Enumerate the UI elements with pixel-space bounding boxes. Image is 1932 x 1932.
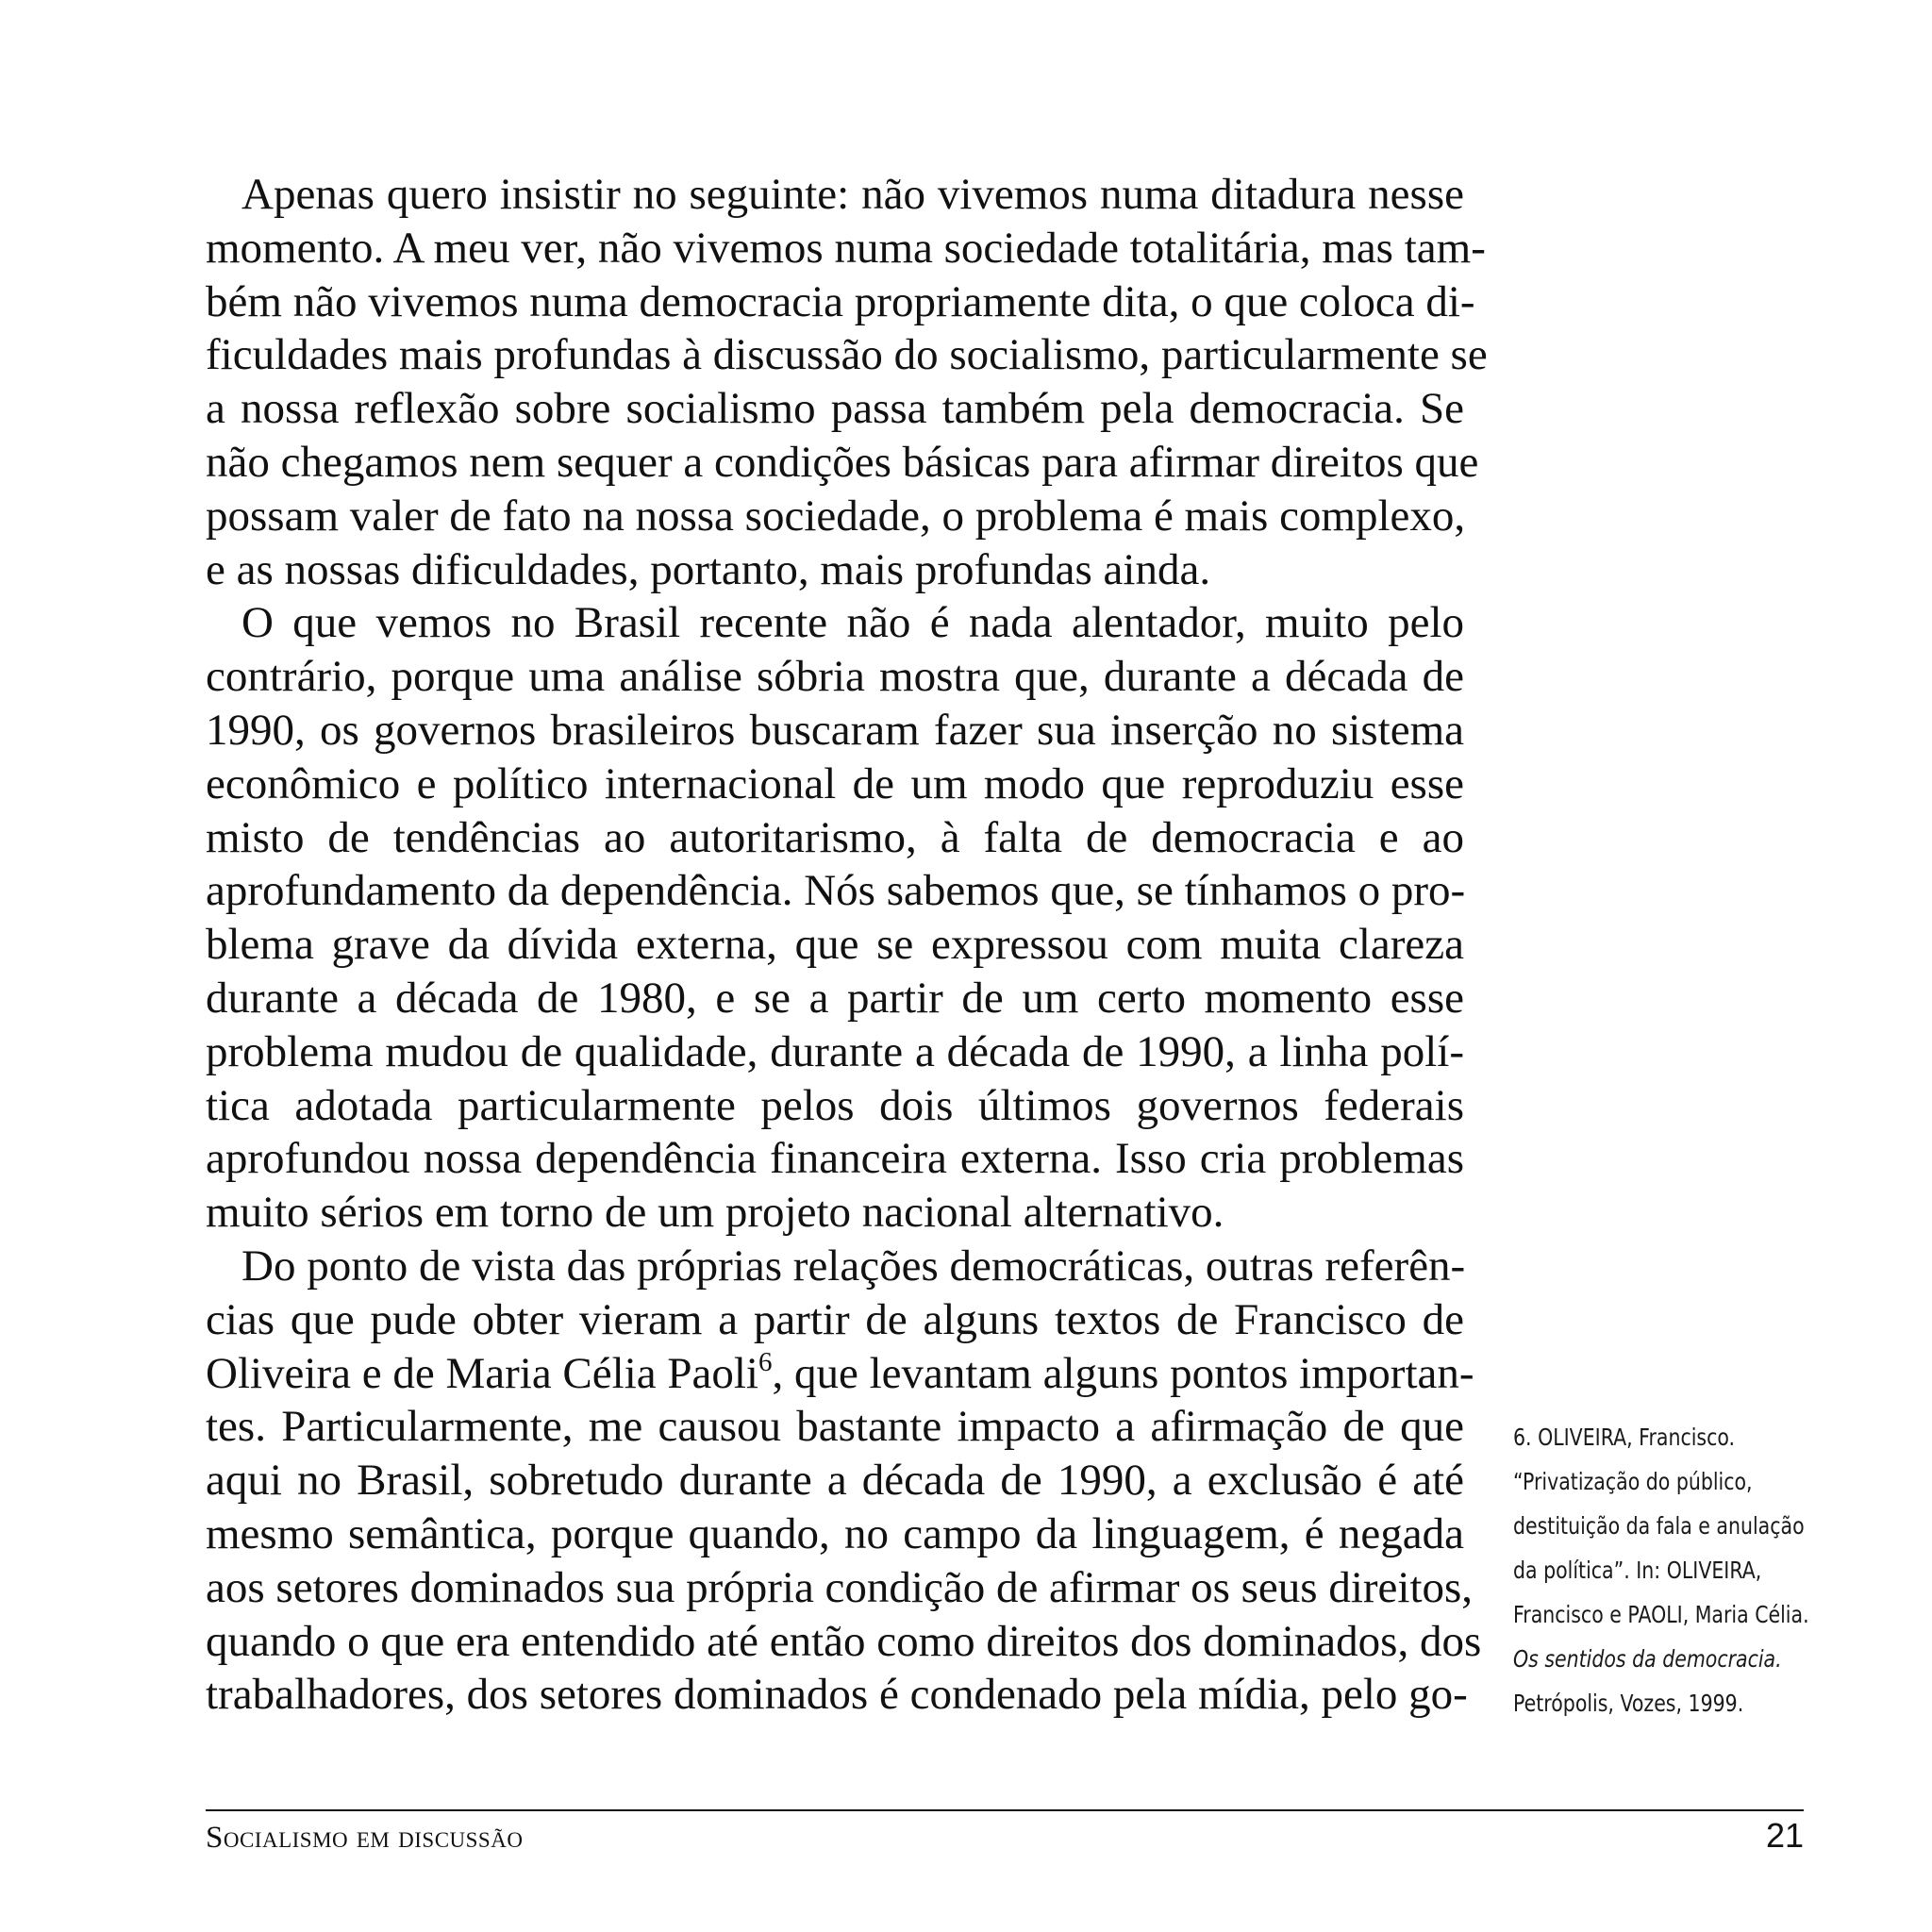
text-fragment: Oliveira e de Maria Célia Paoli [206, 1348, 758, 1398]
footnote-line: Francisco e PAOLI, Maria Célia. [1513, 1601, 1809, 1628]
text-line: aprofundou nossa dependência financeira externa. Isso cria problemas [206, 1134, 1464, 1184]
text-line: possam valer de fato na nossa sociedade, o problema é mais complexo, [206, 491, 1466, 541]
text-line: aprofundamento da dependência. Nós sabemos que, se tínhamos o pro- [206, 866, 1466, 916]
text-line: mesmo semântica, porque quando, no campo da linguagem, é negada [206, 1508, 1464, 1558]
text-line: durante a década de 1980, e se a partir de um certo momento esse [206, 973, 1464, 1023]
text-line: a nossa reflexão sobre socialismo passa também pela democracia. Se [206, 384, 1464, 434]
text-line: trabalhadores, dos setores dominados é condenado pela mídia, pelo go- [206, 1670, 1468, 1720]
text-line: Apenas quero insistir no seguinte: não vivemos numa ditadura nesse [242, 170, 1464, 219]
footnote-book-title: Os sentidos da democracia. [1513, 1645, 1782, 1673]
text-line: tes. Particularmente, me causou bastante impacto a afirmação de que [206, 1402, 1464, 1452]
paragraph-2 [206, 596, 1464, 1240]
text-line: e as nossas dificuldades, portanto, mais profundas ainda. [206, 544, 1211, 594]
footnote-sidenote [1513, 1415, 1809, 1725]
paragraph-3 [206, 1240, 1482, 1722]
footnote-line: “Privatização do público, [1513, 1468, 1753, 1495]
footnote-line: 6. OLIVEIRA, Francisco. [1513, 1424, 1736, 1451]
running-title: Socialismo em discussão [206, 1821, 524, 1855]
footnote-line: Petrópolis, Vozes, 1999. [1513, 1690, 1744, 1717]
text-line: momento. A meu ver, não vivemos numa sociedade totalitária, mas tam- [206, 223, 1486, 273]
footer-rule [206, 1809, 1804, 1811]
footnote-line: da política”. In: OLIVEIRA, [1513, 1557, 1762, 1584]
text-line: econômico e político internacional de um modo que reproduziu esse [206, 758, 1464, 808]
text-line: muito sérios em torno de um projeto nacional alternativo. [206, 1188, 1224, 1238]
footnote-line: destituição da fala e anulação [1513, 1512, 1805, 1540]
text-line: aos setores dominados sua própria condição de afirmar os seus direitos, [206, 1562, 1474, 1612]
page-number: 21 [1765, 1816, 1804, 1855]
body-text [206, 168, 1488, 1722]
text-line: não chegamos nem sequer a condições básicas para afirmar direitos que [206, 437, 1479, 487]
text-line: O que vemos no Brasil recente não é nada alentador, muito pelo [242, 598, 1464, 648]
paragraph-1 [206, 168, 1488, 596]
footnote-line [1513, 1637, 1782, 1681]
text-fragment: , que levantam alguns pontos importan- [772, 1348, 1474, 1398]
text-line: cias que pude obter vieram a partir de alguns textos de Francisco de [206, 1294, 1464, 1344]
text-line: Do ponto de vista das próprias relações democráticas, outras referên- [242, 1241, 1466, 1291]
text-line: quando o que era entendido até então como direitos dos dominados, dos [206, 1616, 1482, 1666]
text-line: ficuldades mais profundas à discussão do socialismo, particularmente se [206, 330, 1488, 380]
text-line: aqui no Brasil, sobretudo durante a década de 1990, a exclusão é até [206, 1456, 1464, 1506]
footnote-reference[interactable]: 6 [758, 1346, 773, 1377]
text-line: blema grave da dívida externa, que se expressou com muita clareza [206, 920, 1464, 970]
text-line-with-footnote [206, 1346, 1474, 1401]
text-line: 1990, os governos brasileiros buscaram fazer sua inserção no sistema [206, 705, 1464, 755]
text-line: tica adotada particularmente pelos dois últimos governos federais [206, 1080, 1464, 1130]
text-line: contrário, porque uma análise sóbria mostra que, durante a década de [206, 652, 1464, 702]
text-line: misto de tendências ao autoritarismo, à falta de democracia e ao [206, 812, 1464, 862]
text-line: problema mudou de qualidade, durante a década de 1990, a linha polí- [206, 1026, 1464, 1076]
text-line: bém não vivemos numa democracia propriamente dita, o que coloca di- [206, 276, 1475, 326]
